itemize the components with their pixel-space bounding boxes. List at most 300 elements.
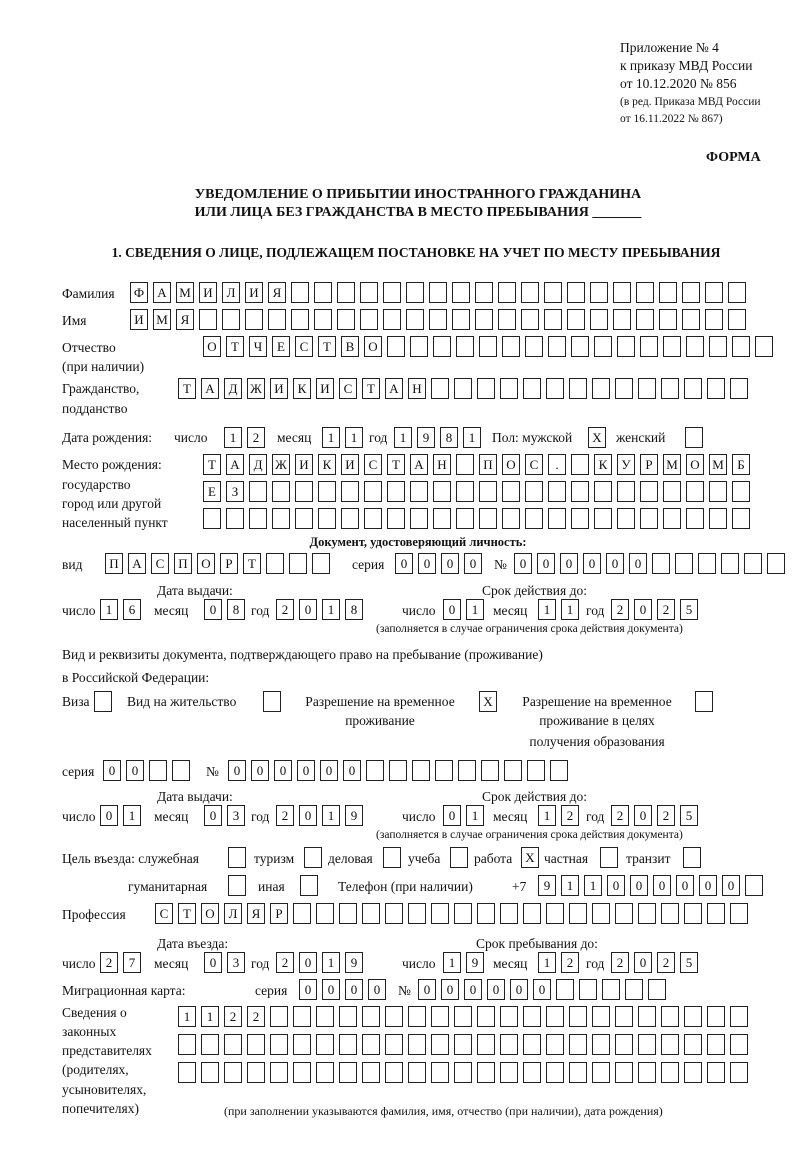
char-cell[interactable]: [730, 1062, 748, 1083]
char-cell[interactable]: [295, 481, 313, 502]
char-cell[interactable]: 3: [227, 805, 245, 826]
char-cell[interactable]: [709, 481, 727, 502]
char-cell[interactable]: [617, 508, 635, 529]
char-cell[interactable]: [638, 1006, 656, 1027]
char-cell[interactable]: [341, 481, 359, 502]
char-cell[interactable]: [567, 309, 585, 330]
char-cell[interactable]: [502, 336, 520, 357]
char-cell[interactable]: [661, 903, 679, 924]
char-cell[interactable]: [707, 903, 725, 924]
char-cell[interactable]: 0: [464, 979, 482, 1000]
char-cell[interactable]: 1: [538, 952, 556, 973]
char-cell[interactable]: А: [153, 282, 171, 303]
char-cell[interactable]: 1: [561, 875, 579, 896]
char-cell[interactable]: 0: [441, 979, 459, 1000]
char-cell[interactable]: 0: [699, 875, 717, 896]
char-cell[interactable]: М: [709, 454, 727, 475]
char-cell[interactable]: [362, 1006, 380, 1027]
char-cell[interactable]: 0: [583, 553, 601, 574]
residence-checkbox[interactable]: [263, 691, 281, 712]
char-cell[interactable]: [684, 903, 702, 924]
char-cell[interactable]: [661, 1006, 679, 1027]
char-cell[interactable]: [615, 903, 633, 924]
char-cell[interactable]: [247, 1062, 265, 1083]
char-cell[interactable]: 2: [611, 599, 629, 620]
char-cell[interactable]: [454, 1062, 472, 1083]
char-cell[interactable]: 0: [676, 875, 694, 896]
char-cell[interactable]: [550, 760, 568, 781]
char-cell[interactable]: [389, 760, 407, 781]
char-cell[interactable]: Е: [272, 336, 290, 357]
char-cell[interactable]: [291, 309, 309, 330]
char-cell[interactable]: [172, 760, 190, 781]
doc-series-field[interactable]: [395, 553, 482, 574]
char-cell[interactable]: [178, 1034, 196, 1055]
char-cell[interactable]: [270, 1006, 288, 1027]
char-cell[interactable]: [316, 1062, 334, 1083]
stay-year-field[interactable]: [611, 952, 698, 973]
char-cell[interactable]: [362, 903, 380, 924]
char-cell[interactable]: А: [410, 454, 428, 475]
char-cell[interactable]: Я: [268, 282, 286, 303]
char-cell[interactable]: [684, 378, 702, 399]
purpose-business-checkbox[interactable]: [383, 847, 401, 868]
surname-field[interactable]: [130, 282, 746, 303]
char-cell[interactable]: [500, 1034, 518, 1055]
char-cell[interactable]: 1: [322, 427, 340, 448]
char-cell[interactable]: [456, 454, 474, 475]
char-cell[interactable]: 2: [561, 952, 579, 973]
char-cell[interactable]: [571, 336, 589, 357]
char-cell[interactable]: [638, 903, 656, 924]
char-cell[interactable]: [263, 691, 281, 712]
char-cell[interactable]: [452, 282, 470, 303]
birthplace-field-3[interactable]: [203, 508, 750, 529]
char-cell[interactable]: [707, 1006, 725, 1027]
char-cell[interactable]: [594, 508, 612, 529]
char-cell[interactable]: [387, 508, 405, 529]
char-cell[interactable]: 1: [561, 599, 579, 620]
char-cell[interactable]: [683, 847, 701, 868]
birthplace-field-2[interactable]: [203, 481, 750, 502]
char-cell[interactable]: [431, 1062, 449, 1083]
temp-residence-checkbox[interactable]: [479, 691, 497, 712]
char-cell[interactable]: 6: [123, 599, 141, 620]
char-cell[interactable]: [615, 1034, 633, 1055]
char-cell[interactable]: [640, 481, 658, 502]
char-cell[interactable]: М: [153, 309, 171, 330]
char-cell[interactable]: [648, 979, 666, 1000]
char-cell[interactable]: [721, 553, 739, 574]
char-cell[interactable]: [675, 553, 693, 574]
char-cell[interactable]: Т: [178, 378, 196, 399]
char-cell[interactable]: [341, 508, 359, 529]
char-cell[interactable]: Б: [732, 454, 750, 475]
char-cell[interactable]: [661, 1034, 679, 1055]
char-cell[interactable]: [247, 1034, 265, 1055]
char-cell[interactable]: [291, 282, 309, 303]
char-cell[interactable]: 1: [201, 1006, 219, 1027]
right-number-field[interactable]: [228, 760, 568, 781]
char-cell[interactable]: 0: [126, 760, 144, 781]
char-cell[interactable]: 5: [680, 952, 698, 973]
char-cell[interactable]: [707, 1062, 725, 1083]
char-cell[interactable]: [454, 1006, 472, 1027]
char-cell[interactable]: [602, 979, 620, 1000]
char-cell[interactable]: [339, 1034, 357, 1055]
char-cell[interactable]: [479, 481, 497, 502]
char-cell[interactable]: [178, 1062, 196, 1083]
char-cell[interactable]: Т: [318, 336, 336, 357]
char-cell[interactable]: 0: [274, 760, 292, 781]
char-cell[interactable]: [659, 282, 677, 303]
char-cell[interactable]: 0: [443, 805, 461, 826]
char-cell[interactable]: [406, 282, 424, 303]
char-cell[interactable]: [663, 336, 681, 357]
char-cell[interactable]: [454, 378, 472, 399]
char-cell[interactable]: 1: [224, 427, 242, 448]
char-cell[interactable]: 2: [224, 1006, 242, 1027]
char-cell[interactable]: [222, 309, 240, 330]
char-cell[interactable]: [636, 309, 654, 330]
char-cell[interactable]: [571, 508, 589, 529]
char-cell[interactable]: [523, 1006, 541, 1027]
char-cell[interactable]: [548, 336, 566, 357]
char-cell[interactable]: 1: [466, 805, 484, 826]
char-cell[interactable]: [730, 903, 748, 924]
char-cell[interactable]: [502, 508, 520, 529]
char-cell[interactable]: Д: [224, 378, 242, 399]
right-valid-month-field[interactable]: [538, 805, 579, 826]
char-cell[interactable]: 0: [297, 760, 315, 781]
char-cell[interactable]: [569, 1006, 587, 1027]
char-cell[interactable]: [682, 309, 700, 330]
char-cell[interactable]: С: [151, 553, 169, 574]
char-cell[interactable]: 2: [611, 805, 629, 826]
char-cell[interactable]: [594, 336, 612, 357]
birth-year-field[interactable]: [394, 427, 481, 448]
char-cell[interactable]: П: [105, 553, 123, 574]
char-cell[interactable]: 0: [251, 760, 269, 781]
char-cell[interactable]: Л: [224, 903, 242, 924]
char-cell[interactable]: 2: [657, 599, 675, 620]
char-cell[interactable]: 2: [611, 952, 629, 973]
char-cell[interactable]: [364, 481, 382, 502]
char-cell[interactable]: [548, 481, 566, 502]
char-cell[interactable]: С: [155, 903, 173, 924]
char-cell[interactable]: [709, 508, 727, 529]
char-cell[interactable]: [339, 1006, 357, 1027]
char-cell[interactable]: [755, 336, 773, 357]
char-cell[interactable]: [525, 336, 543, 357]
char-cell[interactable]: 0: [418, 553, 436, 574]
char-cell[interactable]: 2: [561, 805, 579, 826]
char-cell[interactable]: [686, 508, 704, 529]
char-cell[interactable]: 3: [227, 952, 245, 973]
char-cell[interactable]: [502, 481, 520, 502]
char-cell[interactable]: У: [617, 454, 635, 475]
reps-field-2[interactable]: [178, 1034, 748, 1055]
char-cell[interactable]: [477, 1006, 495, 1027]
char-cell[interactable]: [226, 508, 244, 529]
char-cell[interactable]: 5: [680, 599, 698, 620]
char-cell[interactable]: Е: [203, 481, 221, 502]
char-cell[interactable]: Т: [203, 454, 221, 475]
char-cell[interactable]: [613, 282, 631, 303]
char-cell[interactable]: И: [341, 454, 359, 475]
char-cell[interactable]: [546, 1034, 564, 1055]
char-cell[interactable]: [732, 481, 750, 502]
char-cell[interactable]: Р: [270, 903, 288, 924]
char-cell[interactable]: [684, 1006, 702, 1027]
char-cell[interactable]: [149, 760, 167, 781]
char-cell[interactable]: Р: [220, 553, 238, 574]
char-cell[interactable]: [450, 847, 468, 868]
char-cell[interactable]: [228, 875, 246, 896]
char-cell[interactable]: М: [176, 282, 194, 303]
char-cell[interactable]: О: [502, 454, 520, 475]
char-cell[interactable]: 0: [533, 979, 551, 1000]
char-cell[interactable]: [638, 1034, 656, 1055]
birth-month-field[interactable]: [322, 427, 363, 448]
char-cell[interactable]: О: [686, 454, 704, 475]
char-cell[interactable]: Р: [640, 454, 658, 475]
phone-field[interactable]: [538, 875, 763, 896]
purpose-tourism-checkbox[interactable]: [304, 847, 322, 868]
char-cell[interactable]: [479, 508, 497, 529]
char-cell[interactable]: О: [203, 336, 221, 357]
char-cell[interactable]: [245, 309, 263, 330]
profession-field[interactable]: [155, 903, 748, 924]
char-cell[interactable]: А: [226, 454, 244, 475]
char-cell[interactable]: [293, 903, 311, 924]
char-cell[interactable]: [385, 1006, 403, 1027]
char-cell[interactable]: [318, 508, 336, 529]
char-cell[interactable]: Л: [222, 282, 240, 303]
char-cell[interactable]: [408, 903, 426, 924]
char-cell[interactable]: 1: [584, 875, 602, 896]
char-cell[interactable]: [590, 309, 608, 330]
char-cell[interactable]: [525, 481, 543, 502]
char-cell[interactable]: П: [479, 454, 497, 475]
char-cell[interactable]: [521, 309, 539, 330]
purpose-transit-checkbox[interactable]: [683, 847, 701, 868]
char-cell[interactable]: [431, 1034, 449, 1055]
char-cell[interactable]: [686, 481, 704, 502]
char-cell[interactable]: [387, 336, 405, 357]
char-cell[interactable]: [366, 760, 384, 781]
char-cell[interactable]: [249, 481, 267, 502]
doc-valid-month-field[interactable]: [538, 599, 579, 620]
name-field[interactable]: [130, 309, 746, 330]
char-cell[interactable]: Ж: [272, 454, 290, 475]
char-cell[interactable]: [567, 282, 585, 303]
stay-day-field[interactable]: [443, 952, 484, 973]
char-cell[interactable]: [458, 760, 476, 781]
char-cell[interactable]: .: [548, 454, 566, 475]
char-cell[interactable]: [579, 979, 597, 1000]
char-cell[interactable]: [452, 309, 470, 330]
char-cell[interactable]: 1: [443, 952, 461, 973]
mc-number-field[interactable]: [418, 979, 666, 1000]
char-cell[interactable]: [383, 309, 401, 330]
char-cell[interactable]: [546, 1062, 564, 1083]
purpose-work-checkbox[interactable]: [521, 847, 539, 868]
char-cell[interactable]: 8: [227, 599, 245, 620]
citizenship-field[interactable]: [178, 378, 748, 399]
char-cell[interactable]: [431, 1006, 449, 1027]
char-cell[interactable]: Д: [249, 454, 267, 475]
char-cell[interactable]: [500, 1006, 518, 1027]
purpose-study-checkbox[interactable]: [450, 847, 468, 868]
char-cell[interactable]: [546, 1006, 564, 1027]
char-cell[interactable]: [571, 481, 589, 502]
char-cell[interactable]: [592, 1034, 610, 1055]
char-cell[interactable]: [728, 309, 746, 330]
char-cell[interactable]: [590, 282, 608, 303]
char-cell[interactable]: 0: [100, 805, 118, 826]
char-cell[interactable]: 0: [634, 599, 652, 620]
doc-valid-year-field[interactable]: [611, 599, 698, 620]
char-cell[interactable]: [383, 282, 401, 303]
char-cell[interactable]: [433, 336, 451, 357]
char-cell[interactable]: X: [521, 847, 539, 868]
char-cell[interactable]: [707, 378, 725, 399]
char-cell[interactable]: 0: [299, 805, 317, 826]
char-cell[interactable]: [498, 282, 516, 303]
char-cell[interactable]: 0: [320, 760, 338, 781]
char-cell[interactable]: 0: [103, 760, 121, 781]
char-cell[interactable]: С: [364, 454, 382, 475]
char-cell[interactable]: 0: [395, 553, 413, 574]
stay-month-field[interactable]: [538, 952, 579, 973]
char-cell[interactable]: [592, 378, 610, 399]
char-cell[interactable]: [475, 282, 493, 303]
char-cell[interactable]: [685, 427, 703, 448]
doc-valid-day-field[interactable]: [443, 599, 484, 620]
char-cell[interactable]: [500, 1062, 518, 1083]
char-cell[interactable]: 9: [345, 952, 363, 973]
char-cell[interactable]: [337, 309, 355, 330]
char-cell[interactable]: [456, 336, 474, 357]
char-cell[interactable]: 0: [607, 875, 625, 896]
char-cell[interactable]: [477, 903, 495, 924]
char-cell[interactable]: [617, 336, 635, 357]
char-cell[interactable]: 0: [629, 553, 647, 574]
char-cell[interactable]: [613, 309, 631, 330]
char-cell[interactable]: [527, 760, 545, 781]
char-cell[interactable]: [640, 336, 658, 357]
char-cell[interactable]: [569, 1062, 587, 1083]
char-cell[interactable]: К: [293, 378, 311, 399]
birth-day-field[interactable]: [224, 427, 265, 448]
char-cell[interactable]: [500, 903, 518, 924]
char-cell[interactable]: [636, 282, 654, 303]
char-cell[interactable]: 0: [560, 553, 578, 574]
entry-year-field[interactable]: [276, 952, 363, 973]
char-cell[interactable]: [431, 378, 449, 399]
entry-day-field[interactable]: [100, 952, 141, 973]
char-cell[interactable]: [268, 309, 286, 330]
char-cell[interactable]: [304, 847, 322, 868]
char-cell[interactable]: [477, 1062, 495, 1083]
char-cell[interactable]: [433, 481, 451, 502]
char-cell[interactable]: 0: [204, 805, 222, 826]
char-cell[interactable]: С: [295, 336, 313, 357]
right-series-field[interactable]: [103, 760, 190, 781]
char-cell[interactable]: [661, 378, 679, 399]
doc-number-field[interactable]: [514, 553, 785, 574]
entry-month-field[interactable]: [204, 952, 245, 973]
char-cell[interactable]: [203, 508, 221, 529]
char-cell[interactable]: [745, 875, 763, 896]
right-issue-year-field[interactable]: [276, 805, 363, 826]
char-cell[interactable]: 0: [722, 875, 740, 896]
char-cell[interactable]: П: [174, 553, 192, 574]
char-cell[interactable]: 1: [463, 427, 481, 448]
char-cell[interactable]: [318, 481, 336, 502]
char-cell[interactable]: 0: [343, 760, 361, 781]
char-cell[interactable]: [682, 282, 700, 303]
char-cell[interactable]: [659, 309, 677, 330]
char-cell[interactable]: И: [295, 454, 313, 475]
char-cell[interactable]: Н: [433, 454, 451, 475]
char-cell[interactable]: Т: [243, 553, 261, 574]
char-cell[interactable]: [362, 1062, 380, 1083]
char-cell[interactable]: 1: [322, 952, 340, 973]
char-cell[interactable]: 9: [466, 952, 484, 973]
char-cell[interactable]: А: [201, 378, 219, 399]
char-cell[interactable]: [477, 378, 495, 399]
char-cell[interactable]: [521, 282, 539, 303]
char-cell[interactable]: 0: [299, 979, 317, 1000]
char-cell[interactable]: 2: [276, 805, 294, 826]
char-cell[interactable]: М: [663, 454, 681, 475]
right-valid-year-field[interactable]: [611, 805, 698, 826]
char-cell[interactable]: [360, 282, 378, 303]
char-cell[interactable]: [408, 1006, 426, 1027]
char-cell[interactable]: [435, 760, 453, 781]
char-cell[interactable]: Т: [226, 336, 244, 357]
birthplace-field-1[interactable]: [203, 454, 750, 475]
char-cell[interactable]: [412, 760, 430, 781]
char-cell[interactable]: [270, 1034, 288, 1055]
char-cell[interactable]: [498, 309, 516, 330]
char-cell[interactable]: [592, 903, 610, 924]
char-cell[interactable]: [705, 282, 723, 303]
char-cell[interactable]: X: [479, 691, 497, 712]
char-cell[interactable]: [640, 508, 658, 529]
char-cell[interactable]: [364, 508, 382, 529]
char-cell[interactable]: [289, 553, 307, 574]
char-cell[interactable]: [316, 903, 334, 924]
char-cell[interactable]: О: [201, 903, 219, 924]
char-cell[interactable]: А: [128, 553, 146, 574]
char-cell[interactable]: И: [199, 282, 217, 303]
char-cell[interactable]: [224, 1034, 242, 1055]
char-cell[interactable]: [684, 1034, 702, 1055]
char-cell[interactable]: [316, 1006, 334, 1027]
char-cell[interactable]: [730, 378, 748, 399]
char-cell[interactable]: [571, 454, 589, 475]
char-cell[interactable]: [385, 1034, 403, 1055]
right-issue-month-field[interactable]: [204, 805, 245, 826]
char-cell[interactable]: 0: [634, 805, 652, 826]
char-cell[interactable]: И: [316, 378, 334, 399]
reps-field-3[interactable]: [178, 1062, 748, 1083]
char-cell[interactable]: [709, 336, 727, 357]
char-cell[interactable]: [744, 553, 762, 574]
